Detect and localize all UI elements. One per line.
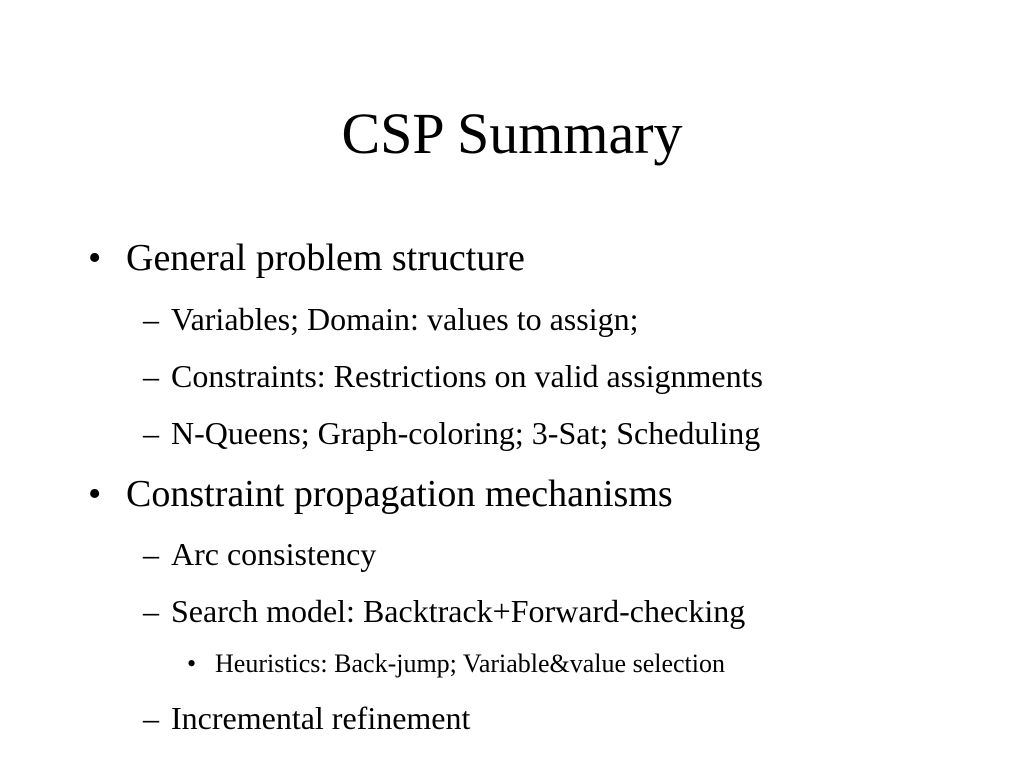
dash-icon: –	[143, 301, 159, 337]
dash-icon: –	[143, 593, 159, 629]
sub-item-text: Variables; Domain: values to assign;	[171, 301, 639, 337]
sub-item-text: Arc consistency	[171, 536, 377, 572]
dash-icon: –	[143, 700, 159, 736]
sub-item-text: Search model: Backtrack+Forward-checking	[171, 593, 746, 629]
dash-icon: –	[143, 358, 159, 394]
sub-item-text: N-Queens; Graph-coloring; 3-Sat; Scheduling	[171, 415, 761, 451]
slide-title: CSP Summary	[341, 101, 683, 166]
bullet-icon: •	[88, 473, 102, 515]
sub-item-text: Constraints: Restrictions on valid assignments	[171, 358, 763, 394]
dash-icon: –	[143, 415, 159, 451]
dash-icon: –	[143, 536, 159, 572]
sub-sub-item-text: Heuristics: Back-jump; Variable&value selection	[215, 649, 725, 678]
bullet-icon: •	[88, 237, 102, 279]
small-bullet-icon: •	[187, 649, 197, 678]
bullet-text: General problem structure	[126, 237, 525, 279]
sub-item-text: Incremental refinement	[171, 700, 471, 736]
bullet-text: Constraint propagation mechanisms	[126, 473, 673, 515]
